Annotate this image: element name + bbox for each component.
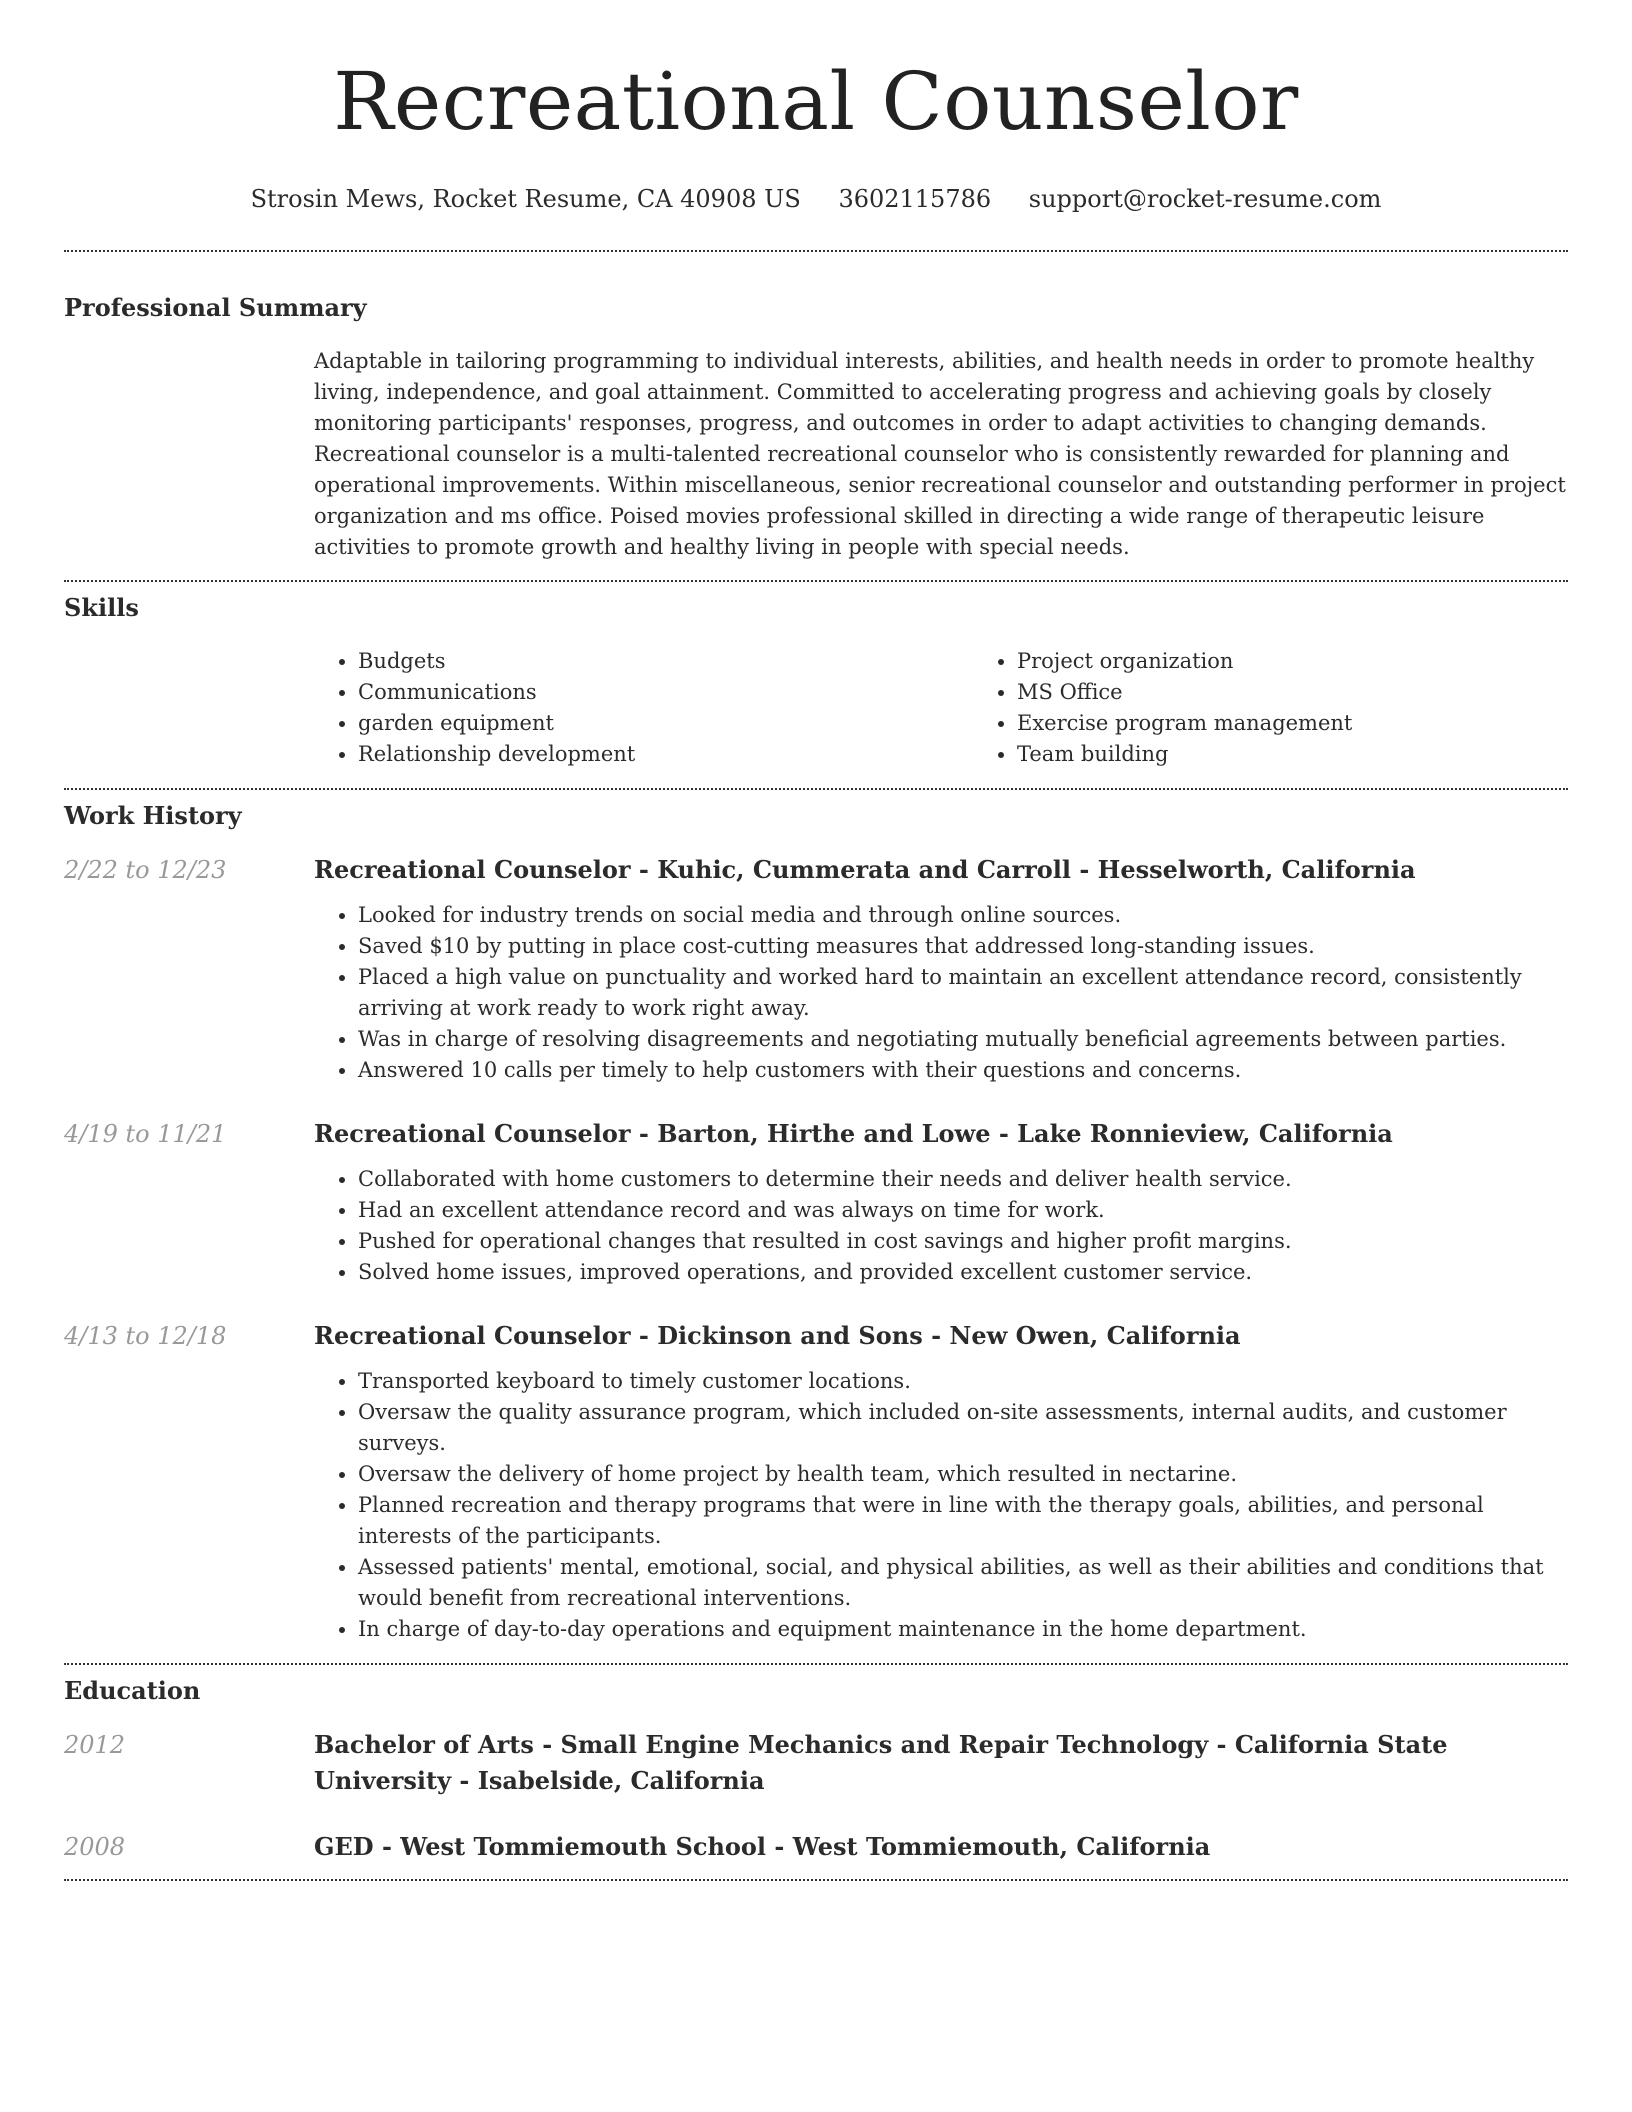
education-year: 2008 bbox=[64, 1833, 126, 1861]
job-bullet: • Had an excellent attendance record and was always on time for work. bbox=[358, 1195, 1568, 1226]
contact-line bbox=[64, 184, 1568, 214]
skill-item: • Exercise program management bbox=[1017, 708, 1632, 739]
skill-item: • garden equipment bbox=[358, 708, 973, 739]
job-entry bbox=[64, 1116, 1568, 1288]
address: Strosin Mews, Rocket Resume, CA 40908 US bbox=[250, 185, 801, 213]
skills-section bbox=[64, 582, 1568, 770]
job-bullet: • Answered 10 calls per timely to help customers with their questions and concerns. bbox=[358, 1055, 1568, 1086]
job-entry bbox=[64, 1318, 1568, 1645]
divider bbox=[64, 1879, 1568, 1881]
phone: 3602115786 bbox=[838, 185, 992, 213]
skills-list-left bbox=[314, 646, 973, 770]
skill-item: • MS Office bbox=[1017, 677, 1632, 708]
job-dates: 4/13 to 12/18 bbox=[64, 1322, 227, 1350]
education-year: 2012 bbox=[64, 1731, 126, 1759]
education-degree: Bachelor of Arts - Small Engine Mechanics and Repair Technology - California State University - Isabelside, California bbox=[314, 1730, 1448, 1795]
job-bullet: • Transported keyboard to timely customer locations. bbox=[358, 1366, 1568, 1397]
job-bullet: • Saved $10 by putting in place cost-cutting measures that addressed long-standing issues. bbox=[358, 931, 1568, 962]
summary-text: Adaptable in tailoring programming to individual interests, abilities, and health needs in order to promote healthy living, independence, and goal attainment. Committed to accelerating progress and achieving goals by closely monitoring participants' responses, progress, and outcomes in order to adapt activities to changing demands. Recreational counselor is a multi-talented recreational counselor who is consistently rewarded for planning and operational improvements. Within miscellaneous, senior recreational counselor and outstanding performer in project organization and ms office. Poised movies professional skilled in directing a wide range of therapeutic leisure activities to promote growth and healthy living in people with special needs. bbox=[314, 349, 1566, 559]
skill-item: • Budgets bbox=[358, 646, 973, 677]
email: support@rocket-resume.com bbox=[1028, 185, 1382, 213]
job-bullet: • In charge of day-to-day operations and equipment maintenance in the home department. bbox=[358, 1614, 1568, 1645]
job-title: Recreational Counselor - Kuhic, Cummerata and Carroll - Hesselworth, California bbox=[314, 855, 1416, 884]
education-entry bbox=[64, 1727, 1568, 1799]
job-bullet: • Collaborated with home customers to determine their needs and deliver health service. bbox=[358, 1164, 1568, 1195]
work-heading: Work History bbox=[64, 801, 242, 830]
skill-item: • Relationship development bbox=[358, 739, 973, 770]
job-bullet: • Oversaw the quality assurance program, which included on-site assessments, internal audits, and customer surveys. bbox=[358, 1397, 1568, 1459]
job-title: Recreational Counselor - Barton, Hirthe and Lowe - Lake Ronnieview, California bbox=[314, 1119, 1393, 1148]
summary-section bbox=[64, 252, 1568, 563]
candidate-name: Recreational Counselor bbox=[333, 55, 1299, 148]
summary-heading: Professional Summary bbox=[64, 293, 367, 322]
education-entry bbox=[64, 1829, 1568, 1865]
job-bullet: • Assessed patients' mental, emotional, social, and physical abilities, as well as their abilities and conditions that would benefit from recreational interventions. bbox=[358, 1552, 1568, 1614]
job-dates: 4/19 to 11/21 bbox=[64, 1120, 227, 1148]
skills-heading: Skills bbox=[64, 593, 139, 622]
education-degree: GED - West Tommiemouth School - West Tommiemouth, California bbox=[314, 1832, 1211, 1861]
job-bullets bbox=[314, 1366, 1568, 1645]
job-bullet: • Was in charge of resolving disagreements and negotiating mutually beneficial agreements between parties. bbox=[358, 1024, 1568, 1055]
job-bullet: • Pushed for operational changes that resulted in cost savings and higher profit margins. bbox=[358, 1226, 1568, 1257]
job-bullet: • Oversaw the delivery of home project by health team, which resulted in nectarine. bbox=[358, 1459, 1568, 1490]
education-heading: Education bbox=[64, 1676, 201, 1705]
job-bullet: • Solved home issues, improved operations, and provided excellent customer service. bbox=[358, 1257, 1568, 1288]
education-section bbox=[64, 1665, 1568, 1865]
job-bullet: • Planned recreation and therapy programs that were in line with the therapy goals, abilities, and personal interests of the participants. bbox=[358, 1490, 1568, 1552]
job-entry bbox=[64, 852, 1568, 1086]
job-bullet: • Looked for industry trends on social media and through online sources. bbox=[358, 900, 1568, 931]
job-bullets bbox=[314, 900, 1568, 1086]
job-bullet: • Placed a high value on punctuality and worked hard to maintain an excellent attendance record, consistently arriving at work ready to work right away. bbox=[358, 962, 1568, 1024]
skill-item: • Team building bbox=[1017, 739, 1632, 770]
skill-item: • Communications bbox=[358, 677, 973, 708]
work-section bbox=[64, 790, 1568, 1645]
job-bullets bbox=[314, 1164, 1568, 1288]
skills-list-right bbox=[973, 646, 1632, 770]
skill-item: • Project organization bbox=[1017, 646, 1632, 677]
job-dates: 2/22 to 12/23 bbox=[64, 856, 227, 884]
job-title: Recreational Counselor - Dickinson and Sons - New Owen, California bbox=[314, 1321, 1241, 1350]
